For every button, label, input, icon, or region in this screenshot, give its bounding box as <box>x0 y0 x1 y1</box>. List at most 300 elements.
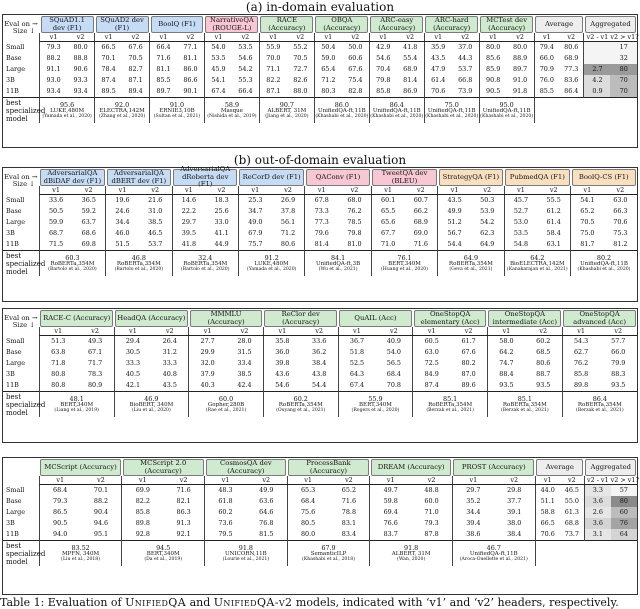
dataset-header-label: NarrativeQA (ROUGE-L) <box>205 16 258 33</box>
score-cell: 60.7 <box>413 196 428 204</box>
table-row <box>3 485 637 497</box>
best-model-cell <box>114 392 189 418</box>
best-citation: (Lourie et al., 2021) <box>222 556 270 562</box>
best-model-name: RoBERTa,354M <box>183 260 228 267</box>
model-size: Base <box>6 348 22 356</box>
score-cell: 92.1 <box>176 530 191 538</box>
score-cell: 58.0 <box>487 336 524 348</box>
score-cell: 59.2 <box>81 207 96 215</box>
score-cell: 34.4 <box>452 507 493 518</box>
dataset-header <box>479 15 534 33</box>
dataset-header <box>40 15 95 33</box>
score-cell: 93.5 <box>487 380 524 392</box>
score-cell: 81.4 <box>403 76 418 84</box>
best-citation: (Khashabi et al., 2020) <box>577 266 631 272</box>
header-row <box>3 458 637 476</box>
agg-pct: 70 <box>610 86 637 98</box>
best-citation: (Khashabi et al., 2020) <box>370 113 424 119</box>
model-size: Small <box>6 336 25 345</box>
v1-label: v1 <box>40 33 67 42</box>
best-score: 83.52 <box>71 543 90 552</box>
score-cell: 37.9 <box>189 369 226 380</box>
dataset-header-label: SQuAD1.1 dev (F1) <box>41 16 94 33</box>
best-score: 46.7 <box>486 543 501 552</box>
score-cell: 71.8 <box>39 358 76 369</box>
dataset-header <box>438 168 504 186</box>
best-model-cell <box>189 392 264 418</box>
table-row <box>3 86 637 98</box>
score-cell: 93.5 <box>536 381 551 389</box>
score-cell: 63.1 <box>546 240 561 248</box>
best-model-cell <box>39 251 105 277</box>
score-cell: 63.8 <box>39 347 76 358</box>
v2-label: v2 <box>329 476 370 485</box>
dataset-header-label: DREAM (Accuracy) <box>371 459 452 476</box>
score-cell: 57.7 <box>611 337 626 345</box>
dataset-header-label: RACE (Accuracy) <box>260 16 313 33</box>
score-cell: 71.6 <box>341 497 357 505</box>
v1-label: v1 <box>369 33 396 42</box>
v2-label: v2 <box>232 33 259 42</box>
dataset-header-label: BoolQ-CS (F1) <box>572 169 636 186</box>
score-cell: 55.9 <box>259 42 286 54</box>
score-cell: 67.7 <box>371 228 404 239</box>
score-cell: 80.5 <box>287 518 328 529</box>
score-cell: 87.4 <box>95 75 122 86</box>
score-cell: 70.5 <box>571 217 604 228</box>
score-cell: 66.0 <box>611 348 626 356</box>
best-score: 91.8 <box>238 543 253 552</box>
score-cell: 68.9 <box>413 218 428 226</box>
v2-label: v2 <box>139 186 172 195</box>
score-cell: 70.6 <box>424 86 451 98</box>
table-row <box>3 496 637 507</box>
v1-label: v1 <box>571 186 604 195</box>
results-table-ood-1 <box>3 165 637 276</box>
v1-label: v1 <box>487 327 524 336</box>
v1-label: v1 <box>479 33 506 42</box>
score-cell: 77.3 <box>305 217 338 228</box>
aggregated-header <box>584 15 637 33</box>
score-cell: 26.9 <box>280 196 296 204</box>
score-cell: 93.0 <box>40 75 67 86</box>
score-cell: 29.8 <box>507 486 522 494</box>
results-table-indomain <box>3 15 637 123</box>
best-model-name: UnifiedQA-ft,11B <box>372 107 421 114</box>
score-cell: 82.8 <box>348 87 363 95</box>
score-cell: 88.9 <box>513 54 528 62</box>
agg-pct: 76 <box>611 518 637 529</box>
header-row <box>3 309 637 327</box>
best-model-name: RoBERTa,354M <box>116 260 161 267</box>
score-cell: 63.7 <box>81 218 96 226</box>
score-cell: 80.3 <box>314 86 341 98</box>
best-score: 58.9 <box>224 100 240 109</box>
best-model-cell <box>371 251 437 277</box>
score-cell: 85.8 <box>369 86 396 98</box>
best-model-row <box>3 541 637 567</box>
best-citation: (Huang et al., 2020) <box>381 266 428 272</box>
score-cell: 90.4 <box>93 508 109 516</box>
score-cell: 35.9 <box>424 42 451 54</box>
v1-label: v1 <box>305 186 338 195</box>
best-model-name: BERT,340M <box>388 260 421 267</box>
best-score: 64.9 <box>463 253 479 262</box>
best-score: 86.0 <box>334 100 349 109</box>
score-cell: 22.2 <box>172 206 205 217</box>
score-cell: 84.9 <box>413 369 450 380</box>
table-row <box>3 206 637 217</box>
table-row <box>3 518 637 529</box>
score-cell: 38.4 <box>312 359 327 367</box>
score-cell: 49.3 <box>87 337 103 345</box>
eval-on-label: Eval on → <box>4 313 38 322</box>
score-cell: 91.8 <box>513 87 528 95</box>
best-citation: (Liu et al., 2020) <box>131 407 171 413</box>
score-cell: 49.0 <box>238 217 271 228</box>
score-cell: 39.8 <box>263 358 300 369</box>
score-cell: 64.9 <box>480 240 495 248</box>
score-cell: 49.7 <box>370 485 411 497</box>
score-cell: 18.3 <box>214 196 229 204</box>
score-cell: 36.5 <box>81 196 96 204</box>
score-cell: 31.5 <box>237 348 252 356</box>
best-model-cell <box>487 392 562 418</box>
v1-label: v1 <box>338 327 375 336</box>
score-cell: 75.4 <box>348 76 363 84</box>
score-cell: 71.6 <box>176 486 191 494</box>
best-model-cell <box>479 98 534 124</box>
score-cell: 33.6 <box>39 195 72 207</box>
v2-label: v2 <box>122 33 149 42</box>
score-cell: 38.4 <box>507 530 522 538</box>
dataset-header <box>189 309 264 327</box>
score-cell: 66.5 <box>95 42 122 54</box>
v2-label: v2 <box>205 186 238 195</box>
score-cell: 54.8 <box>504 239 537 251</box>
best-model-cell <box>369 98 424 124</box>
eval-size-header <box>3 458 39 485</box>
score-cell: 60.2 <box>536 337 551 345</box>
score-cell: 46.5 <box>148 229 163 237</box>
score-cell: 68.4 <box>39 485 80 497</box>
average-header-label: Average <box>536 459 583 476</box>
dataset-header <box>305 168 371 186</box>
average-v1: 58.8 <box>535 507 560 518</box>
score-cell: 68.7 <box>39 228 72 239</box>
dataset-header-label: MMMLU (Accuracy) <box>190 310 263 327</box>
score-cell: 29.4 <box>114 336 151 348</box>
score-cell: 80.6 <box>280 240 296 248</box>
score-cell: 69.0 <box>413 229 428 237</box>
score-cell: 61.2 <box>546 207 561 215</box>
results-table-ood-3 <box>3 458 637 566</box>
best-citation: (Sultan et al., 2021) <box>153 113 201 119</box>
score-cell: 71.0 <box>371 239 404 251</box>
dataset-header-label: MCTest dev (Accuracy) <box>480 16 533 33</box>
best-score: 32.4 <box>198 253 213 262</box>
dataset-header-label: AdversarialQA dBiDAF dev (F1) <box>40 169 104 186</box>
score-cell: 80.0 <box>287 529 328 541</box>
best-model-name: UNICORN,11B <box>225 550 267 557</box>
dataset-header-label: HeadQA (Accuracy) <box>115 310 188 327</box>
score-cell: 82.1 <box>176 497 191 505</box>
v2-label: v2 <box>507 33 534 42</box>
score-cell: 67.4 <box>338 380 375 392</box>
best-model-cell <box>424 98 479 124</box>
agg-pct: 80 <box>611 496 637 507</box>
best-citation: (Kanakarajan et al., 2021) <box>506 266 568 272</box>
score-cell: 75.7 <box>238 239 271 251</box>
best-citation: (Bartolo et al., 2020) <box>48 266 97 272</box>
agg-diff: 4.2 <box>584 75 610 86</box>
best-model-name: UnifiedQA-ft,11B <box>580 260 628 267</box>
v2-label: v2 <box>525 327 562 336</box>
score-cell: 67.6 <box>128 43 143 51</box>
score-cell: 62.7 <box>562 347 599 358</box>
score-cell: 66.4 <box>238 87 253 95</box>
agg-sub-gt: v2 > v1? <box>610 475 639 484</box>
score-cell: 85.8 <box>122 507 163 518</box>
best-citation: (Bartolo et al., 2020) <box>114 266 164 272</box>
agg-diff: 3.6 <box>584 518 610 529</box>
best-model-label: best specialized model <box>3 98 40 124</box>
v1-label: v1 <box>106 186 139 195</box>
dataset-header-label: ReCorD dev (F1) <box>239 169 303 186</box>
best-model-cell <box>413 392 488 418</box>
score-cell: 88.8 <box>73 54 88 62</box>
score-cell: 58.4 <box>546 229 561 237</box>
score-cell: 67.8 <box>305 195 338 207</box>
best-citation: (Nishida et al., 2019) <box>207 113 257 119</box>
best-model-cell <box>172 251 238 277</box>
score-cell: 28.0 <box>237 337 252 345</box>
score-cell: 81.2 <box>613 240 628 248</box>
score-cell: 52.7 <box>504 206 537 217</box>
score-cell: 54.6 <box>238 54 253 62</box>
best-model-cell <box>571 251 637 277</box>
score-cell: 94.0 <box>39 529 80 541</box>
score-cell: 50.0 <box>348 43 363 51</box>
score-cell: 25.3 <box>238 195 271 207</box>
score-cell: 65.2 <box>571 206 604 217</box>
model-size: Large <box>6 65 25 73</box>
best-citation: (Khashabi et al., 2020) <box>315 113 369 119</box>
eval-size-header <box>3 168 39 195</box>
best-model-cell <box>338 392 413 418</box>
v1-label: v1 <box>534 33 559 42</box>
caption-mid: and <box>186 596 214 609</box>
score-cell: 94.6 <box>93 519 109 527</box>
score-cell: 61.7 <box>461 337 476 345</box>
v1-label: v1 <box>39 476 80 485</box>
v2-label: v2 <box>411 476 452 485</box>
best-model-cell <box>40 98 95 124</box>
dataset-header <box>259 15 314 33</box>
score-cell: 73.3 <box>305 206 338 217</box>
caption-rest: models, indicated with ‘v1’ and ‘v2’ headers, respectively. <box>292 596 619 609</box>
average-v1: 85.5 <box>534 86 559 98</box>
best-model-name: BERT,340M <box>146 550 180 557</box>
score-cell: 61.8 <box>205 496 246 507</box>
eval-size-header <box>3 309 39 336</box>
score-cell: 82.6 <box>293 76 308 84</box>
best-model-cell <box>238 251 304 277</box>
aggregated-header <box>584 458 637 476</box>
agg-sub-gt: v2 > v1? <box>610 32 639 41</box>
best-model-cell <box>562 392 637 418</box>
best-model-name: MPFN, 340M <box>61 550 100 557</box>
best-score: 60.2 <box>293 394 308 403</box>
score-cell: 85.8 <box>562 369 599 380</box>
best-score: 64.2 <box>530 253 545 262</box>
score-cell: 73.9 <box>458 87 473 95</box>
best-model-name: ALBERT, 31M <box>267 107 307 114</box>
table-row <box>3 195 637 207</box>
score-cell: 50.4 <box>314 42 341 54</box>
score-cell: 48.3 <box>205 485 246 497</box>
dataset-header <box>413 309 488 327</box>
best-model-name: ALBERT, 31M <box>391 550 431 557</box>
score-cell: 81.7 <box>571 239 604 251</box>
score-cell: 53.5 <box>204 53 231 64</box>
v1-label: v1 <box>424 33 451 42</box>
v1-label: v1 <box>205 476 246 485</box>
best-citation: (Ouyang et al., 2021) <box>276 407 326 413</box>
average-v1: 66.0 <box>534 53 559 64</box>
dataset-header-label: ProcessBank (Accuracy) <box>288 459 369 476</box>
best-citation: (Jiang et al., 2020) <box>265 113 309 119</box>
best-citation: (Bartolo et al., 2020) <box>181 266 230 272</box>
score-cell: 77.1 <box>183 43 198 51</box>
score-cell: 71.0 <box>424 508 439 516</box>
dataset-header <box>172 165 238 189</box>
score-cell: 38.0 <box>507 519 522 527</box>
score-cell: 86.9 <box>403 87 418 95</box>
score-cell: 89.4 <box>128 87 143 95</box>
agg-pct: 32 <box>610 53 637 64</box>
dataset-header-label: BoolQ (F1) <box>151 16 204 33</box>
score-cell: 37.8 <box>280 207 296 215</box>
agg-pct: 80 <box>610 64 637 75</box>
best-score: 85.1 <box>517 394 532 403</box>
score-cell: 59.8 <box>370 496 411 507</box>
v2-label: v2 <box>67 33 94 42</box>
score-cell: 93.3 <box>73 76 88 84</box>
score-cell: 68.4 <box>287 496 328 507</box>
score-cell: 37.7 <box>507 497 522 505</box>
score-cell: 66.3 <box>613 207 628 215</box>
score-cell: 72.5 <box>413 358 450 369</box>
score-cell: 87.0 <box>461 370 476 378</box>
agg-pct: 17 <box>610 42 637 54</box>
best-model-name: RoBERTa,354M <box>448 260 493 267</box>
score-cell: 55.5 <box>546 196 561 204</box>
score-cell: 70.1 <box>93 486 109 494</box>
v2-label: v2 <box>163 476 204 485</box>
best-score: 76.1 <box>397 253 412 262</box>
best-score: 84.1 <box>330 253 346 262</box>
score-cell: 87.8 <box>424 530 439 538</box>
score-cell: 78.8 <box>341 508 357 516</box>
v2-label: v2 <box>471 186 504 195</box>
model-size: Base <box>6 207 22 215</box>
score-cell: 54.2 <box>238 65 253 73</box>
dataset-header <box>370 458 453 476</box>
score-cell: 44.9 <box>214 240 229 248</box>
agg-pct: 57 <box>611 485 637 497</box>
model-size: 11B <box>6 381 19 389</box>
score-cell: 41.8 <box>403 43 418 51</box>
model-size: 3B <box>6 370 15 378</box>
table-row <box>3 64 637 75</box>
score-cell: 25.6 <box>214 207 229 215</box>
score-cell: 79.3 <box>39 496 80 507</box>
score-cell: 47.9 <box>424 64 451 75</box>
dataset-header-label: OneStopQA elementary (Acc) <box>414 310 487 327</box>
score-cell: 91.1 <box>40 64 67 75</box>
score-cell: 54.1 <box>571 195 604 207</box>
score-cell: 70.5 <box>293 54 308 62</box>
v2-label: v2 <box>287 33 314 42</box>
score-cell: 33.4 <box>237 359 252 367</box>
v1-label: v1 <box>259 33 286 42</box>
score-cell: 79.9 <box>611 359 626 367</box>
dataset-header <box>571 168 637 186</box>
best-citation: (Rae et al., 2021) <box>205 407 247 413</box>
score-cell: 70.6 <box>613 218 628 226</box>
dataset-header-label: OneStopQA advanced (Acc) <box>563 310 636 327</box>
model-size: 11B <box>6 87 19 95</box>
score-cell: 29.7 <box>452 485 493 497</box>
score-cell: 61.4 <box>424 75 451 86</box>
score-cell: 67.6 <box>348 65 363 73</box>
table-row <box>3 239 637 251</box>
eval-on-label: Eval on → <box>4 172 38 181</box>
score-cell: 54.6 <box>369 53 396 64</box>
score-cell: 56.7 <box>438 228 471 239</box>
score-cell: 56.5 <box>386 359 401 367</box>
dataset-header-label: QuAIL (Acc) <box>339 310 412 327</box>
score-cell: 61.4 <box>546 218 561 226</box>
dataset-header <box>452 458 535 476</box>
dataset-header <box>314 15 369 33</box>
best-model-cell <box>39 541 122 567</box>
score-cell: 75.6 <box>287 507 328 518</box>
score-cell: 71.6 <box>150 53 177 64</box>
score-cell: 80.0 <box>73 43 88 51</box>
best-model-cell <box>452 541 535 567</box>
dataset-header-label: SQuAD2 dev (F1) <box>96 16 149 33</box>
score-cell: 43.5 <box>438 195 471 207</box>
score-cell: 85.9 <box>479 64 506 75</box>
score-cell: 79.3 <box>424 519 439 527</box>
score-cell: 93.5 <box>611 381 626 389</box>
dataset-header-label: AdversarialQA dRoberta dev (F1) <box>173 169 237 186</box>
score-cell: 91.0 <box>513 76 528 84</box>
best-score: 55.9 <box>368 394 383 403</box>
score-cell: 67.1 <box>87 348 103 356</box>
agg-diff <box>584 53 610 64</box>
average-header <box>534 15 584 33</box>
v1-label: v1 <box>370 476 411 485</box>
eval-size-header <box>3 15 40 42</box>
dataset-header-label: ReClor dev (Accuracy) <box>264 310 337 327</box>
score-cell: 68.6 <box>81 229 96 237</box>
score-cell: 54.0 <box>204 42 231 54</box>
v2-label: v2 <box>452 33 479 42</box>
score-cell: 36.2 <box>312 348 327 356</box>
